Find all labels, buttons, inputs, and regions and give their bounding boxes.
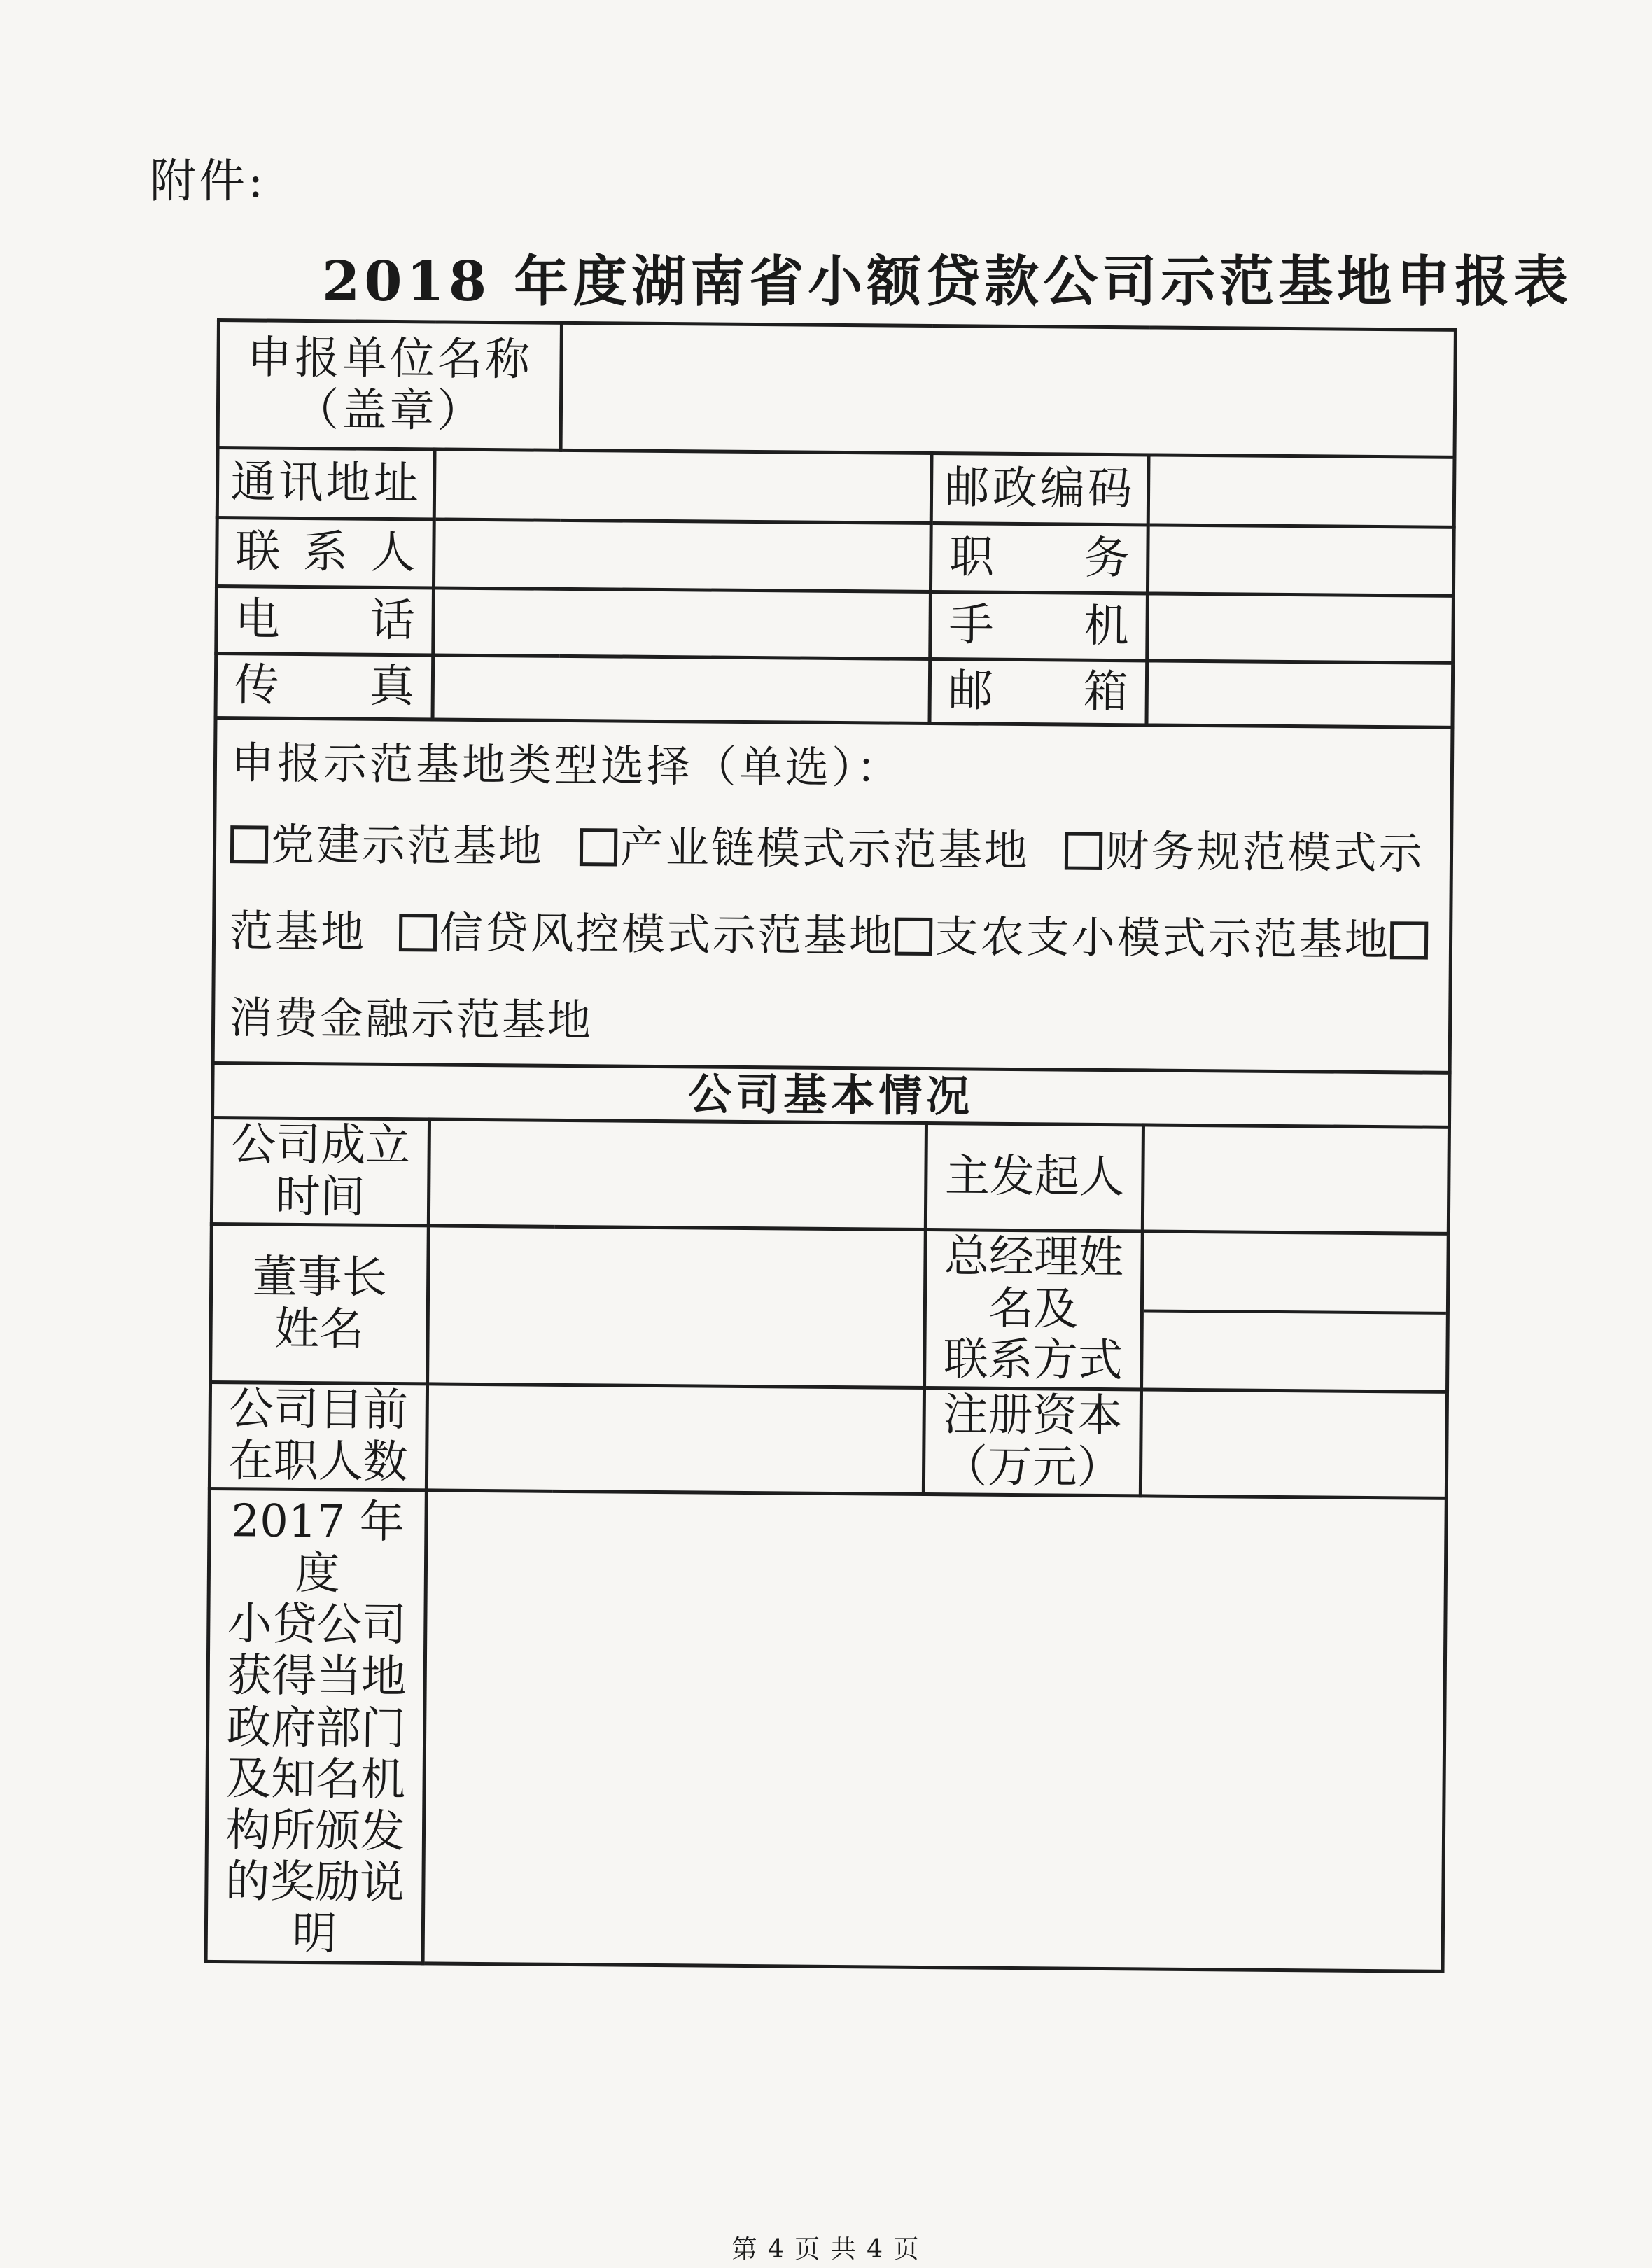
contact-char: 联 <box>235 525 281 578</box>
contact-person-field[interactable] <box>433 519 931 592</box>
awards-line: 2017 年度 <box>231 1495 405 1600</box>
org-name-text: 申报单位名称 <box>246 332 533 386</box>
base-type-heading: 申报示范基地类型选择（单选）： <box>230 737 903 794</box>
option-label-party: 党建示范基地 <box>270 818 545 872</box>
page-number: 第 4 页 共 4 页 <box>732 2235 920 2264</box>
mobile-char: 机 <box>1084 600 1129 652</box>
staff-line: 在职人数 <box>228 1434 408 1488</box>
contact-person-label <box>216 518 434 588</box>
phone-char: 电 <box>234 593 280 646</box>
address-label: 通讯地址 <box>217 448 435 519</box>
founded-field[interactable] <box>428 1119 926 1230</box>
chairman-field[interactable] <box>428 1226 926 1387</box>
email-label <box>930 659 1147 725</box>
initiator-field[interactable] <box>1142 1125 1449 1234</box>
postcode-label: 邮政编码 <box>931 454 1149 525</box>
initiator-label: 主发起人 <box>925 1123 1143 1231</box>
fax-char: 传 <box>234 659 280 712</box>
phone-char: 话 <box>370 594 415 647</box>
awards-line: 小贷公司 <box>227 1598 407 1652</box>
mobile-label <box>930 592 1148 661</box>
option-checkbox-credit-risk[interactable] <box>399 913 437 951</box>
email-char: 箱 <box>1083 666 1129 718</box>
capital-line: 注册资本 <box>942 1389 1123 1443</box>
application-form <box>205 318 1454 1961</box>
gm-name-field[interactable] <box>1144 1259 1447 1314</box>
fax-label <box>216 654 433 720</box>
base-type-options <box>229 801 1436 1071</box>
founded-label <box>211 1117 429 1226</box>
org-name-field[interactable] <box>561 323 1455 457</box>
contact-char: 系 <box>302 526 349 579</box>
option-checkbox-industry-chain[interactable] <box>580 828 617 866</box>
option-checkbox-party[interactable] <box>230 825 268 863</box>
option-label-industry-chain: 产业链模式示范基地 <box>620 821 1030 876</box>
awards-line: 构所颁发 <box>225 1804 405 1858</box>
gm-contact-field[interactable] <box>1143 1312 1446 1364</box>
gm-line: 联系方式 <box>943 1334 1124 1387</box>
capital-label <box>923 1387 1141 1496</box>
gm-field-group <box>1142 1231 1449 1392</box>
option-checkbox-finance[interactable] <box>1065 832 1102 870</box>
section-company-basic: 公司基本情况 <box>213 1063 1450 1127</box>
mobile-field[interactable] <box>1147 594 1454 663</box>
position-field[interactable] <box>1147 525 1454 596</box>
gm-label <box>925 1230 1143 1390</box>
awards-line: 及知名机 <box>225 1753 406 1807</box>
founded-line: 时间 <box>275 1170 365 1224</box>
email-field[interactable] <box>1147 661 1453 727</box>
awards-label <box>206 1489 426 1963</box>
contact-char: 人 <box>370 526 416 579</box>
capital-field[interactable] <box>1140 1390 1447 1499</box>
capital-line: （万元） <box>942 1440 1122 1494</box>
awards-line: 政府部门 <box>226 1701 406 1755</box>
awards-field[interactable] <box>423 1490 1446 1971</box>
option-label-finance: 财务规范模式示 <box>1105 825 1424 879</box>
option-checkbox-agri[interactable] <box>895 918 932 955</box>
chairman-line: 姓名 <box>274 1303 365 1356</box>
awards-line: 明 <box>292 1907 337 1961</box>
staff-line: 公司目前 <box>228 1383 409 1437</box>
option-label-agri: 支农支小模式示范基地 <box>934 911 1391 966</box>
form-title: 2018 年度湖南省小额贷款公司示范基地申报表 <box>322 250 1573 314</box>
chairman-label <box>211 1224 429 1384</box>
form-table <box>204 318 1457 1973</box>
option-label-credit-risk: 信贷风控模式示范基地 <box>439 906 895 962</box>
option-label-finance-cont: 范基地 <box>229 905 367 958</box>
option-checkbox-consumer[interactable] <box>1390 921 1428 959</box>
fax-field[interactable] <box>433 655 930 724</box>
position-char: 务 <box>1084 532 1130 584</box>
awards-line: 获得当地 <box>226 1650 407 1704</box>
postcode-field[interactable] <box>1148 455 1455 527</box>
chairman-line: 董事长 <box>252 1251 388 1304</box>
attachment-label: 附件: <box>150 154 267 208</box>
position-label <box>930 524 1148 594</box>
gm-line: 总经理姓名及 <box>944 1231 1124 1336</box>
seal-text: （盖章） <box>294 384 485 438</box>
mobile-char: 手 <box>948 598 994 652</box>
fax-char: 真 <box>369 660 415 713</box>
base-type-section <box>213 718 1452 1073</box>
email-char: 邮 <box>948 664 994 718</box>
staff-label <box>209 1382 427 1490</box>
address-field[interactable] <box>434 449 932 524</box>
founded-line: 公司成立 <box>230 1119 411 1172</box>
org-name-label <box>218 321 561 451</box>
phone-field[interactable] <box>433 588 931 659</box>
staff-field[interactable] <box>426 1384 924 1494</box>
awards-line: 的奖励说 <box>225 1856 405 1910</box>
option-label-consumer: 消费金融示范基地 <box>228 992 594 1046</box>
position-char: 职 <box>949 531 995 584</box>
phone-label <box>216 587 434 655</box>
